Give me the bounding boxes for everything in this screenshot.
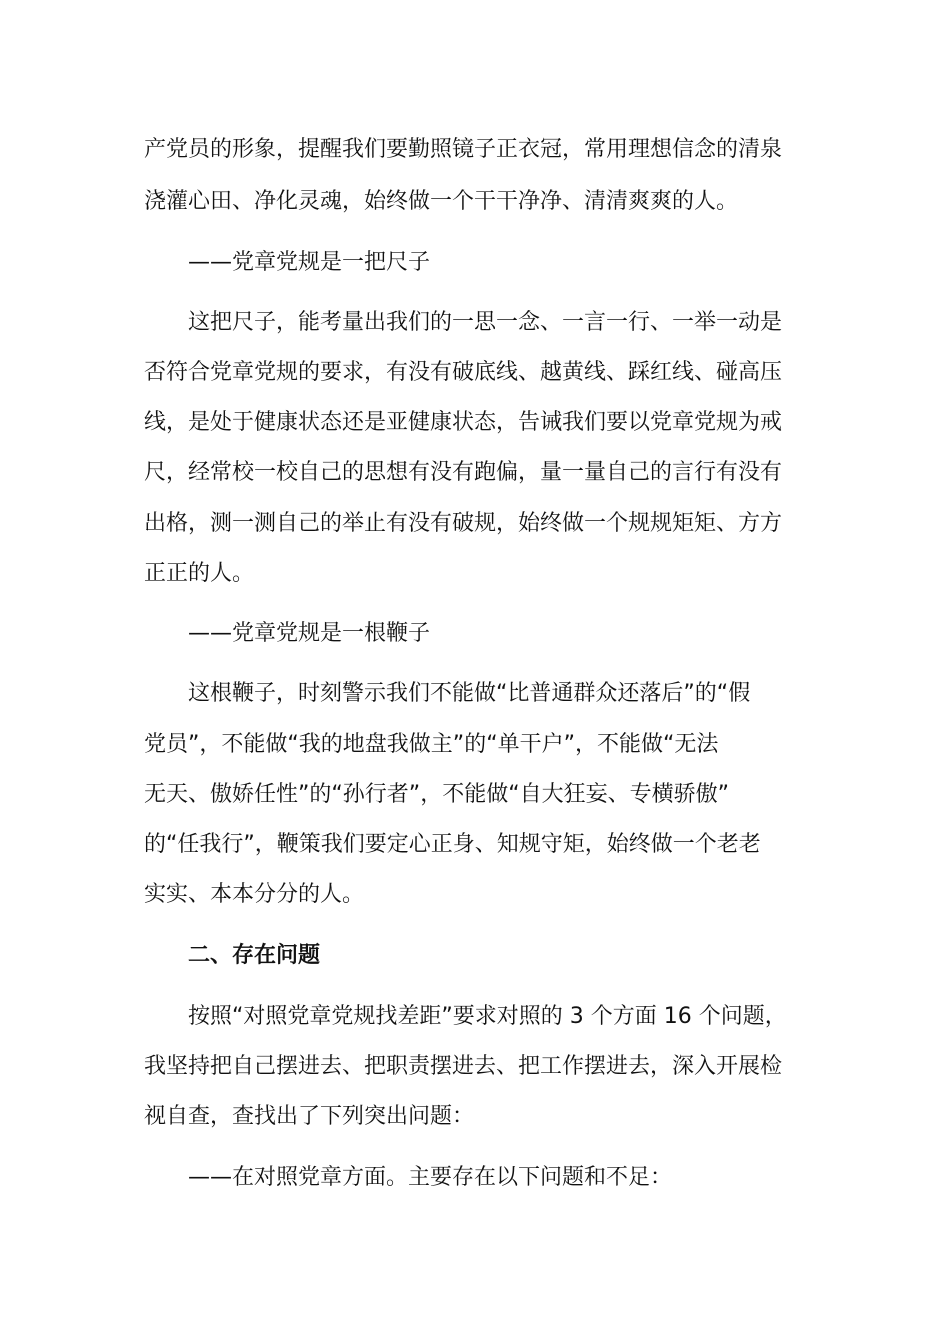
- section-heading: 二、存在问题: [188, 943, 321, 968]
- text-line: 视自查，查找出了下列突出问题：: [144, 1104, 475, 1129]
- text-line: 浇灌心田、净化灵魂，始终做一个干干净净、清清爽爽的人。: [144, 189, 739, 214]
- text-line: 按照“对照党章党规找差距”要求对照的 3 个方面 16 个问题，: [188, 1004, 787, 1029]
- text-line: 尺，经常校一校自己的思想有没有跑偏，量一量自己的言行有没有: [144, 460, 783, 485]
- text-line: 出格，测一测自己的举止有没有破规，始终做一个规规矩矩、方方: [144, 511, 783, 536]
- text-line: 党员”，不能做“我的地盘我做主”的“单干户”，不能做“无法: [144, 732, 719, 757]
- text-line: 这根鞭子，时刻警示我们不能做“比普通群众还落后”的“假: [188, 681, 751, 706]
- text-line: 产党员的形象，提醒我们要勤照镜子正衣冠，常用理想信念的清泉: [144, 137, 783, 162]
- text-line: 实实、本本分分的人。: [144, 882, 365, 907]
- text-line: 我坚持把自己摆进去、把职责摆进去、把工作摆进去，深入开展检: [144, 1054, 783, 1079]
- text-line: 的“任我行”，鞭策我们要定心正身、知规守矩，始终做一个老老: [144, 832, 761, 857]
- subheading-whip: ——党章党规是一根鞭子: [188, 621, 431, 646]
- text-line: 线，是处于健康状态还是亚健康状态，告诫我们要以党章党规为戒: [144, 410, 783, 435]
- text-line: 无天、傲娇任性”的“孙行者”，不能做“自大狂妄、专横骄傲”: [144, 782, 729, 807]
- text-line: 这把尺子，能考量出我们的一思一念、一言一行、一举一动是: [188, 310, 783, 335]
- subheading-ruler: ——党章党规是一把尺子: [188, 250, 431, 275]
- subheading-party-constitution: ——在对照党章方面。主要存在以下问题和不足：: [188, 1165, 673, 1190]
- text-line: 正正的人。: [144, 561, 255, 586]
- text-line: 否符合党章党规的要求，有没有破底线、越黄线、踩红线、碰高压: [144, 360, 783, 385]
